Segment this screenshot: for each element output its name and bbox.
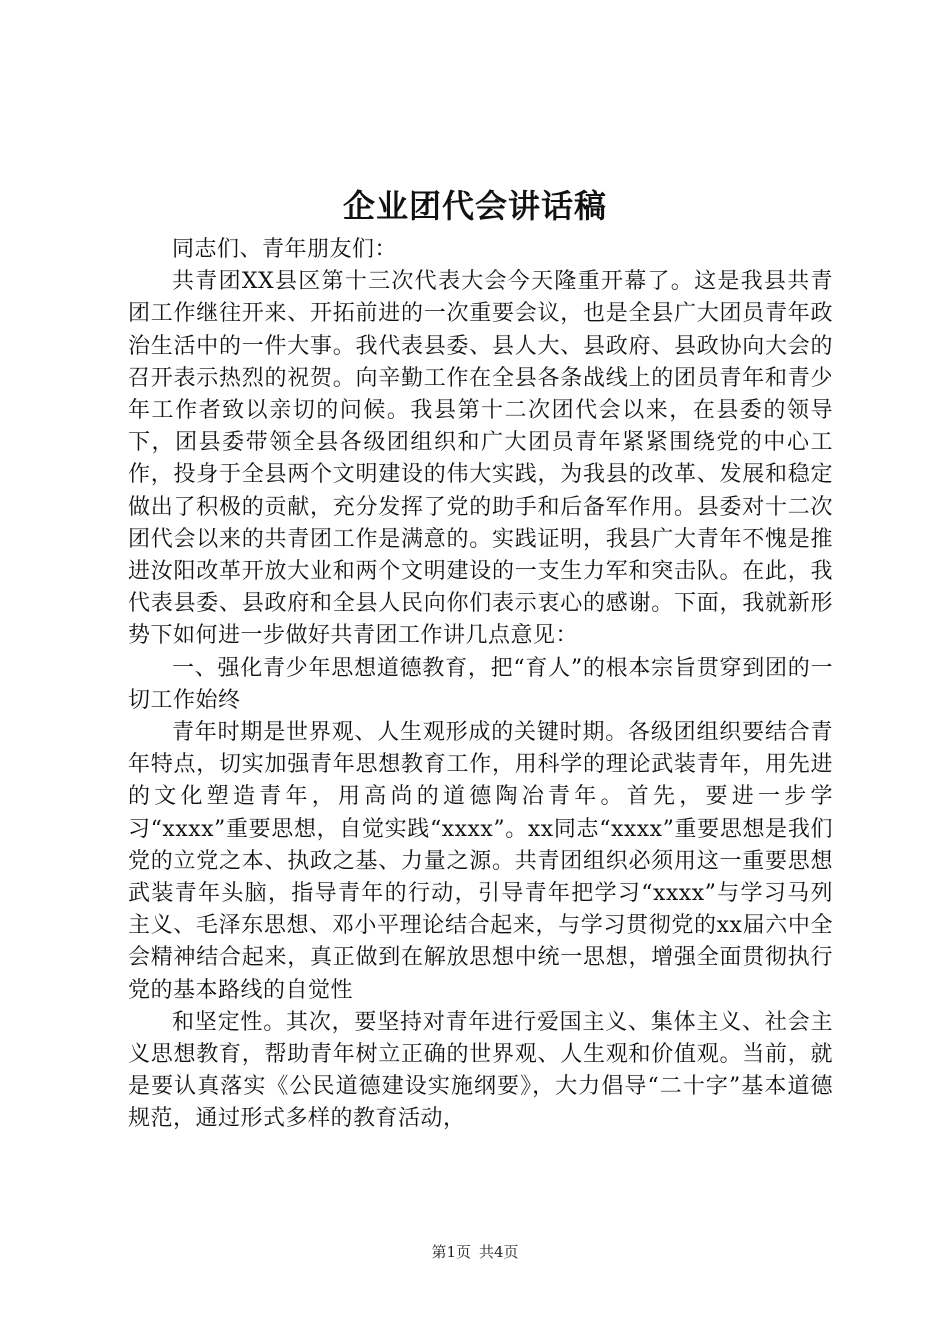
page-number: 第1页 <box>431 1243 471 1261</box>
opening-paragraph: 共青团XX县区第十三次代表大会今天隆重开幕了。这是我县共青团工作继往开来、开拓前进的一次重要会议，也是全县广大团员青年政治生活中的一件大事。我代表县委、县人大、县政府、县政协向大会的召开表示热烈的祝贺。向辛勤工作在全县各条战线上的团员青年和青少年工作者致以亲切的问候。我县第十二次团代会以来，在县委的领导下，团县委带领全县各级团组织和广大团员青年紧紧围绕党的中心工作，投身于全县两个文明建设的伟大实践，为我县的改革、发展和稳定做出了积极的贡献，充分发挥了党的助手和后备军作用。县委对十二次团代会以来的共青团工作是满意的。实践证明，我县广大青年不愧是推进汝阳改革开放大业和两个文明建设的一支生力军和突击队。在此，我代表县委、县政府和全县人民向你们表示衷心的感谢。下面，我就新形势下如何进一步做好共青团工作讲几点意见： <box>128 269 833 649</box>
page-footer <box>0 1242 950 1262</box>
document-body <box>128 234 833 1136</box>
document-title: 企业团代会讲话稿 <box>342 187 607 225</box>
body-paragraph: 青年时期是世界观、人生观形成的关键时期。各级团组织要结合青年特点，切实加强青年思想教育工作，用科学的理论武装青年，用先进的文化塑造青年，用高尚的道德陶冶青年。首先，要进一步学习“xxxx”重要思想，自觉实践“xxxx”。xx同志“xxxx”重要思想是我们党的立党之本、执政之基、力量之源。共青团组织必须用这一重要思想武装青年头脑，指导青年的行动，引导青年把学习“xxxx”与学习马列主义、毛泽东思想、邓小平理论结合起来，与学习贯彻党的xx届六中全会精神结合起来，真正做到在解放思想中统一思想，增强全面贯彻执行党的基本路线的自觉性 <box>128 720 833 1003</box>
salutation-paragraph: 同志们、青年朋友们： <box>172 237 398 262</box>
section-heading-1: 一、强化青少年思想道德教育，把“育人”的根本宗旨贯穿到团的一切工作始终 <box>128 655 833 713</box>
page-total: 共4页 <box>479 1243 519 1261</box>
body-paragraph: 和坚定性。其次，要坚持对青年进行爱国主义、集体主义、社会主义思想教育，帮助青年树立正确的世界观、人生观和价值观。当前，就是要认真落实《公民道德建设实施纲要》，大力倡导“二十字”基本道德规范，通过形式多样的教育活动， <box>128 1009 833 1132</box>
